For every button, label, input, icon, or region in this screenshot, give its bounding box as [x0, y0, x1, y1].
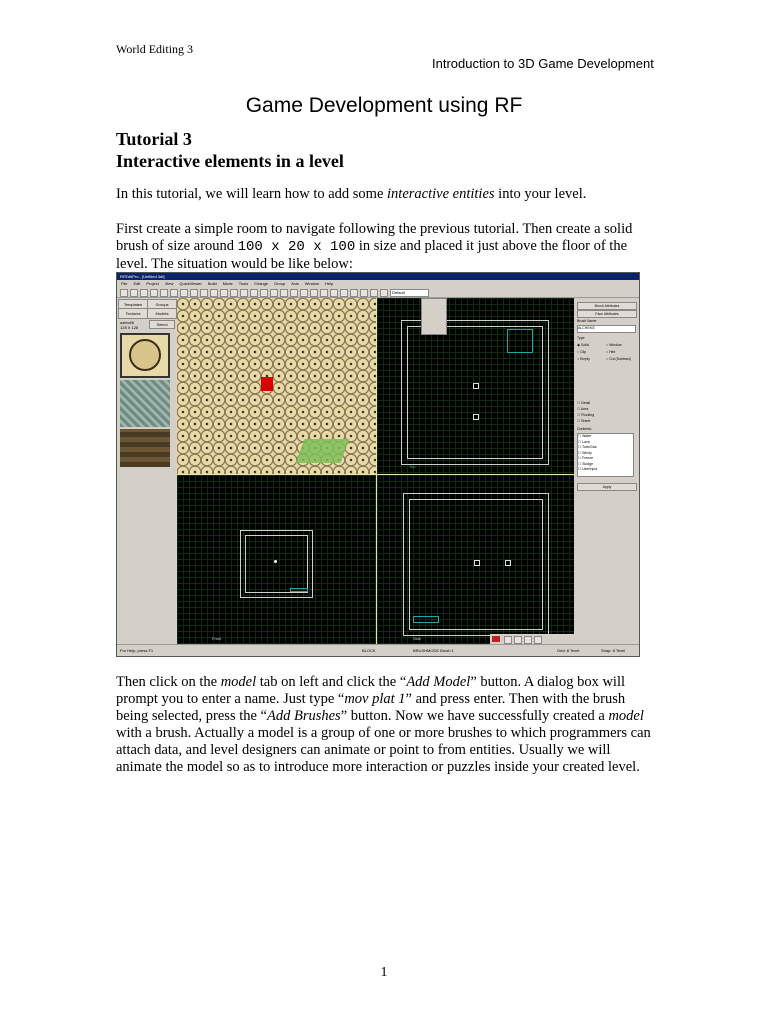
model-emphasis-5: model: [608, 708, 644, 724]
texture-icon[interactable]: [320, 289, 328, 297]
status-grid: Grid: 8 Texel: [557, 648, 580, 653]
cube-icon[interactable]: [350, 289, 358, 297]
side-brush-marker: [413, 616, 439, 623]
selected-brush-top: [507, 329, 533, 353]
viewport-front[interactable]: [177, 475, 376, 644]
flag-detail-label: Detail: [581, 401, 591, 405]
menu-change[interactable]: Change: [254, 281, 269, 286]
brush-name-label: Brush Name: [577, 319, 597, 323]
model-text-2: tab on left and click the “: [256, 674, 407, 690]
model-emphasis-4: Add Brushes: [266, 708, 341, 724]
quick-menu-popup[interactable]: [421, 298, 447, 335]
face-texture-icon: [129, 339, 161, 371]
document-title: Game Development using RF: [245, 94, 523, 117]
open-icon[interactable]: [130, 289, 138, 297]
model-text-1: Then click on the: [116, 674, 221, 690]
content-lava: Lava: [582, 439, 590, 444]
flag-area-label: Area: [580, 407, 589, 411]
model-text-3: ” button. A dialog box will prompt you to enter a name. Just type “: [116, 674, 626, 707]
menu-edit[interactable]: Edit: [133, 281, 141, 286]
content-water: Water: [582, 434, 592, 438]
tab-textures[interactable]: Textures: [118, 308, 148, 319]
menu-file[interactable]: File: [121, 281, 128, 286]
center-icon[interactable]: [280, 289, 288, 297]
left-panel: [117, 298, 177, 644]
model-text-5: ” button. Now we have successfully created a: [340, 708, 609, 724]
side-entity-marker: [505, 560, 511, 566]
list-item[interactable]: ☐ Water: [578, 434, 592, 438]
render-icon[interactable]: [492, 636, 500, 642]
flag-area-checkbox[interactable]: ☐ Area: [577, 407, 589, 411]
front-origin-marker: [274, 560, 277, 563]
front-view-label: Front: [212, 636, 222, 641]
tab-templates[interactable]: Templates: [118, 299, 148, 310]
intro-text-a: In this tutorial, we will learn how to add some: [116, 186, 388, 202]
solid-icon[interactable]: [514, 636, 522, 644]
flag-sheet-label: Sheet: [581, 419, 591, 423]
content-windy: Windy: [582, 450, 592, 455]
copy-icon[interactable]: [160, 289, 168, 297]
brush-icon[interactable]: [290, 289, 298, 297]
model-emphasis-1: model: [220, 674, 257, 690]
snap-icon[interactable]: [250, 289, 258, 297]
content-toxicgas: ToxicGas: [582, 445, 597, 449]
save-icon[interactable]: [140, 289, 148, 297]
status-help: For Help, press F1: [120, 648, 154, 653]
setup-text-b: in size and placed it just above the floor of the level. The situation would be like below:: [116, 238, 628, 272]
editor-screenshot: [116, 272, 640, 657]
texture-swatch-bricks[interactable]: [120, 429, 170, 467]
front-brush-marker: [290, 588, 308, 592]
menu-quickviewer[interactable]: QuickViewer: [179, 281, 202, 286]
zoom-in-icon[interactable]: [260, 289, 268, 297]
intro-text-c: into your level.: [494, 186, 587, 202]
type-label: Type: [577, 336, 585, 340]
menu-window[interactable]: Window: [304, 281, 320, 286]
front-room-inner: [245, 535, 308, 593]
header-left: World Editing 3: [116, 42, 194, 56]
preview-icon[interactable]: [340, 289, 348, 297]
contents-label: Contents:: [577, 427, 592, 431]
flag-detail-checkbox[interactable]: ☐ Detail: [577, 401, 591, 405]
list-item[interactable]: ☐ Lava: [578, 439, 590, 444]
flag-sheet-checkbox[interactable]: ☐ Sheet: [577, 419, 591, 423]
texture-size: 128 X 128: [120, 325, 139, 330]
group-dropdown[interactable]: Default: [390, 289, 429, 297]
type-window-radio[interactable]: ○ Window: [606, 343, 622, 347]
content-sludge: Sludge: [582, 461, 594, 466]
cylinder-icon[interactable]: [360, 289, 368, 297]
wireframe-icon[interactable]: [504, 636, 512, 644]
setup-paragraph: [116, 221, 656, 273]
menu-help[interactable]: Help: [325, 281, 334, 286]
brush-platform-preview: [296, 439, 350, 463]
type-clip-label: Clip: [580, 350, 587, 354]
grid-icon[interactable]: [240, 289, 248, 297]
stairs-icon[interactable]: [370, 289, 378, 297]
viewport-textured[interactable]: [177, 298, 376, 474]
zoom-out-icon[interactable]: [270, 289, 278, 297]
type-empty-radio[interactable]: ○ Empty: [577, 357, 591, 361]
editor-toolbar: [117, 288, 639, 298]
viewport-side[interactable]: [377, 475, 574, 644]
list-item[interactable]: ☐ ToxicGas: [578, 445, 597, 449]
brush-attributes-button[interactable]: Brush Attributes: [577, 302, 637, 310]
paste-icon[interactable]: [170, 289, 178, 297]
origin-marker: [473, 383, 479, 389]
flag-flocking-checkbox[interactable]: ☐ Flocking: [577, 413, 595, 417]
type-cut-radio[interactable]: ○ Cut (Subtract): [606, 357, 631, 361]
viewport-top[interactable]: [377, 298, 574, 474]
editor-menubar: [117, 280, 639, 288]
type-solid-label: Solid: [581, 343, 589, 347]
texture-name: aztec66: [120, 320, 135, 325]
apply-button[interactable]: Apply: [577, 483, 637, 491]
list-item[interactable]: ☐ Sludge: [578, 461, 594, 466]
selected-brush-marker: [261, 377, 273, 391]
face-attributes-button[interactable]: Face Attributes: [577, 310, 637, 318]
move-icon[interactable]: [200, 289, 208, 297]
light-icon[interactable]: [310, 289, 318, 297]
menu-view[interactable]: View: [164, 281, 174, 286]
type-empty-label: Empty: [580, 357, 591, 361]
intro-paragraph: [116, 186, 656, 203]
model-emphasis-3: mov plat 1: [344, 691, 406, 707]
light-preview-icon[interactable]: [534, 636, 542, 644]
intro-emphasis: interactive entities: [387, 186, 495, 202]
model-text-6: with a brush. Actually a model is a group of one or more brushes to which programmers can attach data, and level designers can animate or point to from entities. Usually we will animate the model so as to introduce more interaction or puzzles inside your created level.: [116, 725, 651, 775]
menu-group[interactable]: Group: [274, 281, 286, 286]
menu-axis[interactable]: Axis: [291, 281, 299, 286]
select-icon[interactable]: [190, 289, 198, 297]
content-freeze: Freeze: [582, 456, 594, 460]
menu-build[interactable]: Build: [207, 281, 217, 286]
model-text-4: ” and press enter. Then with the brush being selected, press the “: [116, 691, 626, 724]
type-hint-label: Hint: [609, 350, 616, 354]
cut-icon[interactable]: [150, 289, 158, 297]
list-item[interactable]: ☐ Freeze: [578, 456, 594, 460]
menu-tools[interactable]: Tools: [238, 281, 249, 286]
tutorial-heading: [116, 128, 344, 172]
rotate-icon[interactable]: [210, 289, 218, 297]
compile-icon[interactable]: [330, 289, 338, 297]
tab-models[interactable]: Models: [147, 308, 177, 319]
status-brush: BRUSHMODE Brush 1: [413, 648, 454, 653]
tab-groups[interactable]: Groups: [147, 299, 177, 310]
editor-titlebar: RFEditPro - [Untitled.3dt]: [117, 273, 639, 280]
side-origin-marker: [474, 560, 480, 566]
textured-icon[interactable]: [524, 636, 532, 644]
type-solid-radio[interactable]: ◉ Solid: [577, 343, 589, 347]
tutorial-subtitle: Interactive elements in a level: [116, 151, 344, 171]
select-button[interactable]: Select: [149, 320, 175, 329]
type-clip-radio[interactable]: ○ Clip: [577, 350, 587, 354]
arch-icon[interactable]: [380, 289, 388, 297]
list-item[interactable]: ☐ UserInput: [578, 467, 598, 471]
flag-flocking-label: Flocking: [581, 413, 595, 417]
status-snap: Snap: 8 Texel: [601, 648, 626, 653]
menu-project[interactable]: Project: [146, 281, 159, 286]
top-view-label: Top: [409, 464, 416, 469]
setup-text-a: First create a simple room to navigate following the previous tutorial. Then create a solid brush of size around: [116, 221, 633, 254]
entity-icon[interactable]: [300, 289, 308, 297]
brush-size: 100 x 20 x 100: [237, 239, 356, 255]
page-number: 1: [380, 965, 388, 980]
type-hint-radio[interactable]: ○ Hint: [606, 350, 616, 354]
header-right: Introduction to 3D Game Development: [432, 56, 654, 71]
side-view-label: Side: [413, 636, 422, 641]
texture-swatch-stone[interactable]: [120, 380, 170, 427]
model-paragraph: [116, 674, 656, 776]
texture-swatch-face[interactable]: [120, 333, 170, 378]
shear-icon[interactable]: [230, 289, 238, 297]
entity-marker: [473, 414, 479, 420]
scale-icon[interactable]: [220, 289, 228, 297]
model-emphasis-2: Add Model: [406, 674, 471, 690]
undo-icon[interactable]: [180, 289, 188, 297]
new-icon[interactable]: [120, 289, 128, 297]
content-userinput: UserInput: [582, 467, 598, 471]
status-bar: [117, 644, 639, 657]
contents-list[interactable]: [577, 433, 634, 477]
tutorial-number: Tutorial 3: [116, 129, 192, 149]
type-window-label: Window: [609, 343, 622, 347]
type-cut-label: Cut (Subtract): [609, 357, 631, 361]
menu-mode[interactable]: Mode: [222, 281, 233, 286]
list-item[interactable]: ☐ Windy: [578, 450, 592, 455]
right-panel: [574, 298, 639, 644]
brush-name-field[interactable]: ALCHEM3: [577, 325, 636, 333]
status-block: BLOCK: [362, 648, 376, 653]
